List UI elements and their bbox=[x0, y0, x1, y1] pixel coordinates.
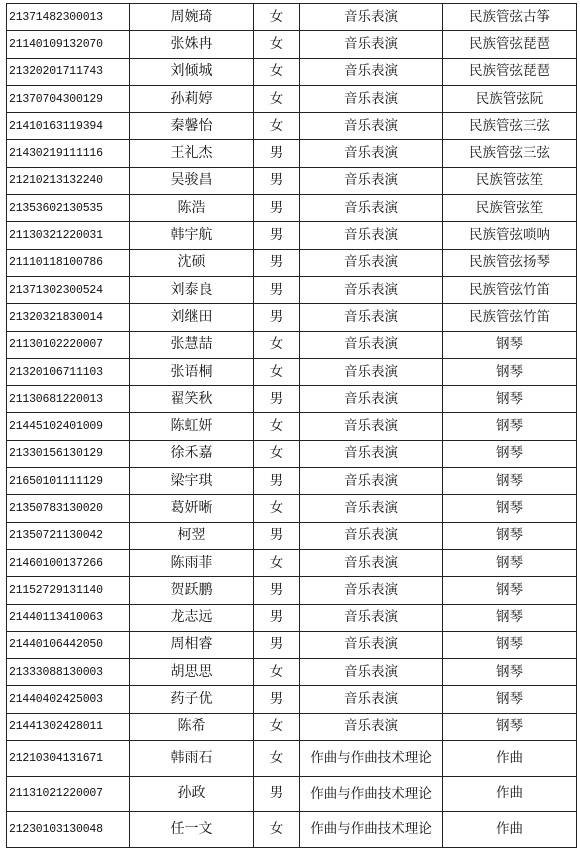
candidate-id-cell: 21320321830014 bbox=[7, 304, 130, 331]
major-cell: 音乐表演 bbox=[300, 631, 443, 658]
table-row bbox=[7, 58, 577, 85]
table-row bbox=[7, 85, 577, 112]
name-cell: 刘倾城 bbox=[130, 58, 254, 85]
candidate-id-cell: 21370704300129 bbox=[7, 85, 130, 112]
table-row bbox=[7, 413, 577, 440]
major-cell: 音乐表演 bbox=[300, 358, 443, 385]
candidate-id-cell: 21440106442050 bbox=[7, 631, 130, 658]
major-cell: 音乐表演 bbox=[300, 113, 443, 140]
gender-cell: 男 bbox=[254, 167, 300, 194]
track-cell: 钢琴 bbox=[443, 659, 577, 686]
name-cell: 贺跃鹏 bbox=[130, 577, 254, 604]
candidate-id-cell: 21140109132070 bbox=[7, 31, 130, 58]
table-row bbox=[7, 549, 577, 576]
track-cell: 钢琴 bbox=[443, 631, 577, 658]
track-cell: 作曲 bbox=[443, 776, 577, 812]
candidate-id-cell: 21130102220007 bbox=[7, 331, 130, 358]
name-cell: 吴骏昌 bbox=[130, 167, 254, 194]
track-cell: 民族管弦扬琴 bbox=[443, 249, 577, 276]
track-cell: 钢琴 bbox=[443, 549, 577, 576]
major-cell: 音乐表演 bbox=[300, 31, 443, 58]
track-cell: 钢琴 bbox=[443, 358, 577, 385]
candidate-id-cell: 21130681220013 bbox=[7, 386, 130, 413]
name-cell: 韩宇航 bbox=[130, 222, 254, 249]
gender-cell: 女 bbox=[254, 331, 300, 358]
name-cell: 孙莉婷 bbox=[130, 85, 254, 112]
name-cell: 张慧喆 bbox=[130, 331, 254, 358]
major-cell: 音乐表演 bbox=[300, 495, 443, 522]
candidate-id-cell: 21333088130003 bbox=[7, 659, 130, 686]
major-cell: 音乐表演 bbox=[300, 604, 443, 631]
candidate-id-cell: 21210304131671 bbox=[7, 741, 130, 777]
table-row bbox=[7, 276, 577, 303]
major-cell: 音乐表演 bbox=[300, 58, 443, 85]
gender-cell: 女 bbox=[254, 713, 300, 740]
gender-cell: 女 bbox=[254, 113, 300, 140]
table-row bbox=[7, 195, 577, 222]
gender-cell: 男 bbox=[254, 304, 300, 331]
track-cell: 钢琴 bbox=[443, 386, 577, 413]
candidate-id-cell: 21130321220031 bbox=[7, 222, 130, 249]
table-row bbox=[7, 4, 577, 31]
table-row bbox=[7, 440, 577, 467]
candidate-id-cell: 21441302428011 bbox=[7, 713, 130, 740]
name-cell: 翟笑秋 bbox=[130, 386, 254, 413]
major-cell: 音乐表演 bbox=[300, 85, 443, 112]
track-cell: 钢琴 bbox=[443, 713, 577, 740]
candidate-id-cell: 21230103130048 bbox=[7, 812, 130, 848]
name-cell: 张姝冉 bbox=[130, 31, 254, 58]
table-row bbox=[7, 113, 577, 140]
track-cell: 钢琴 bbox=[443, 331, 577, 358]
name-cell: 周相睿 bbox=[130, 631, 254, 658]
gender-cell: 男 bbox=[254, 276, 300, 303]
name-cell: 胡思思 bbox=[130, 659, 254, 686]
name-cell: 韩雨石 bbox=[130, 741, 254, 777]
track-cell: 钢琴 bbox=[443, 468, 577, 495]
candidate-id-cell: 21131021220007 bbox=[7, 776, 130, 812]
name-cell: 柯翌 bbox=[130, 522, 254, 549]
gender-cell: 男 bbox=[254, 522, 300, 549]
candidate-id-cell: 21350783130020 bbox=[7, 495, 130, 522]
major-cell: 作曲与作曲技术理论 bbox=[300, 812, 443, 848]
track-cell: 钢琴 bbox=[443, 686, 577, 713]
table-row bbox=[7, 468, 577, 495]
name-cell: 沈硕 bbox=[130, 249, 254, 276]
candidate-id-cell: 21440402425003 bbox=[7, 686, 130, 713]
table-row bbox=[7, 167, 577, 194]
name-cell: 刘继田 bbox=[130, 304, 254, 331]
name-cell: 梁宇琪 bbox=[130, 468, 254, 495]
table-row bbox=[7, 577, 577, 604]
track-cell: 民族管弦琵琶 bbox=[443, 58, 577, 85]
major-cell: 音乐表演 bbox=[300, 195, 443, 222]
major-cell: 音乐表演 bbox=[300, 331, 443, 358]
track-cell: 钢琴 bbox=[443, 495, 577, 522]
table-row bbox=[7, 304, 577, 331]
track-cell: 民族管弦笙 bbox=[443, 195, 577, 222]
table-row bbox=[7, 222, 577, 249]
major-cell: 音乐表演 bbox=[300, 713, 443, 740]
track-cell: 民族管弦竹笛 bbox=[443, 276, 577, 303]
major-cell: 音乐表演 bbox=[300, 167, 443, 194]
table-row bbox=[7, 812, 577, 848]
track-cell: 民族管弦竹笛 bbox=[443, 304, 577, 331]
gender-cell: 男 bbox=[254, 222, 300, 249]
major-cell: 音乐表演 bbox=[300, 4, 443, 31]
gender-cell: 男 bbox=[254, 577, 300, 604]
track-cell: 钢琴 bbox=[443, 604, 577, 631]
track-cell: 钢琴 bbox=[443, 577, 577, 604]
candidate-id-cell: 21152729131140 bbox=[7, 577, 130, 604]
name-cell: 龙志远 bbox=[130, 604, 254, 631]
gender-cell: 女 bbox=[254, 85, 300, 112]
admission-roster-table bbox=[6, 3, 577, 848]
candidate-id-cell: 21440113410063 bbox=[7, 604, 130, 631]
major-cell: 音乐表演 bbox=[300, 386, 443, 413]
candidate-id-cell: 21350721130042 bbox=[7, 522, 130, 549]
gender-cell: 女 bbox=[254, 440, 300, 467]
candidate-id-cell: 21410163119394 bbox=[7, 113, 130, 140]
track-cell: 钢琴 bbox=[443, 413, 577, 440]
gender-cell: 女 bbox=[254, 495, 300, 522]
gender-cell: 女 bbox=[254, 659, 300, 686]
candidate-id-cell: 21430219111116 bbox=[7, 140, 130, 167]
candidate-id-cell: 21320106711103 bbox=[7, 358, 130, 385]
gender-cell: 男 bbox=[254, 195, 300, 222]
major-cell: 音乐表演 bbox=[300, 577, 443, 604]
name-cell: 秦馨怡 bbox=[130, 113, 254, 140]
name-cell: 王礼杰 bbox=[130, 140, 254, 167]
table-row bbox=[7, 358, 577, 385]
major-cell: 音乐表演 bbox=[300, 522, 443, 549]
candidate-id-cell: 21371482300013 bbox=[7, 4, 130, 31]
major-cell: 音乐表演 bbox=[300, 140, 443, 167]
candidate-id-cell: 21210213132240 bbox=[7, 167, 130, 194]
gender-cell: 女 bbox=[254, 741, 300, 777]
table-row bbox=[7, 776, 577, 812]
name-cell: 张语桐 bbox=[130, 358, 254, 385]
gender-cell: 女 bbox=[254, 31, 300, 58]
gender-cell: 女 bbox=[254, 358, 300, 385]
name-cell: 孙政 bbox=[130, 776, 254, 812]
major-cell: 作曲与作曲技术理论 bbox=[300, 741, 443, 777]
name-cell: 葛妍晰 bbox=[130, 495, 254, 522]
track-cell: 钢琴 bbox=[443, 522, 577, 549]
track-cell: 作曲 bbox=[443, 741, 577, 777]
name-cell: 陈浩 bbox=[130, 195, 254, 222]
gender-cell: 女 bbox=[254, 58, 300, 85]
table-row bbox=[7, 495, 577, 522]
major-cell: 音乐表演 bbox=[300, 304, 443, 331]
name-cell: 药子优 bbox=[130, 686, 254, 713]
name-cell: 任一文 bbox=[130, 812, 254, 848]
gender-cell: 女 bbox=[254, 4, 300, 31]
candidate-id-cell: 21110118100786 bbox=[7, 249, 130, 276]
candidate-id-cell: 21353602130535 bbox=[7, 195, 130, 222]
major-cell: 音乐表演 bbox=[300, 249, 443, 276]
table-row bbox=[7, 249, 577, 276]
track-cell: 民族管弦阮 bbox=[443, 85, 577, 112]
gender-cell: 女 bbox=[254, 549, 300, 576]
major-cell: 音乐表演 bbox=[300, 222, 443, 249]
candidate-id-cell: 21650101111129 bbox=[7, 468, 130, 495]
table-row bbox=[7, 386, 577, 413]
table-row bbox=[7, 522, 577, 549]
table-row bbox=[7, 140, 577, 167]
major-cell: 音乐表演 bbox=[300, 549, 443, 576]
name-cell: 陈虹妍 bbox=[130, 413, 254, 440]
name-cell: 陈希 bbox=[130, 713, 254, 740]
track-cell: 钢琴 bbox=[443, 440, 577, 467]
name-cell: 陈雨菲 bbox=[130, 549, 254, 576]
major-cell: 音乐表演 bbox=[300, 276, 443, 303]
gender-cell: 男 bbox=[254, 686, 300, 713]
table-row bbox=[7, 631, 577, 658]
candidate-id-cell: 21320201711743 bbox=[7, 58, 130, 85]
candidate-id-cell: 21371302300524 bbox=[7, 276, 130, 303]
track-cell: 民族管弦三弦 bbox=[443, 140, 577, 167]
major-cell: 音乐表演 bbox=[300, 468, 443, 495]
table-row bbox=[7, 686, 577, 713]
track-cell: 民族管弦唢呐 bbox=[443, 222, 577, 249]
major-cell: 作曲与作曲技术理论 bbox=[300, 776, 443, 812]
candidate-id-cell: 21445102401009 bbox=[7, 413, 130, 440]
major-cell: 音乐表演 bbox=[300, 440, 443, 467]
table-row bbox=[7, 331, 577, 358]
gender-cell: 女 bbox=[254, 812, 300, 848]
table-row bbox=[7, 31, 577, 58]
name-cell: 周婉琦 bbox=[130, 4, 254, 31]
table-row bbox=[7, 713, 577, 740]
table-row bbox=[7, 741, 577, 777]
gender-cell: 男 bbox=[254, 386, 300, 413]
gender-cell: 男 bbox=[254, 140, 300, 167]
track-cell: 民族管弦琵琶 bbox=[443, 31, 577, 58]
track-cell: 作曲 bbox=[443, 812, 577, 848]
track-cell: 民族管弦笙 bbox=[443, 167, 577, 194]
name-cell: 刘泰良 bbox=[130, 276, 254, 303]
candidate-id-cell: 21330156130129 bbox=[7, 440, 130, 467]
gender-cell: 男 bbox=[254, 249, 300, 276]
candidate-id-cell: 21460100137266 bbox=[7, 549, 130, 576]
gender-cell: 男 bbox=[254, 776, 300, 812]
track-cell: 民族管弦古筝 bbox=[443, 4, 577, 31]
gender-cell: 男 bbox=[254, 468, 300, 495]
gender-cell: 男 bbox=[254, 604, 300, 631]
table-row bbox=[7, 659, 577, 686]
name-cell: 徐禾嘉 bbox=[130, 440, 254, 467]
gender-cell: 女 bbox=[254, 413, 300, 440]
major-cell: 音乐表演 bbox=[300, 659, 443, 686]
table-row bbox=[7, 604, 577, 631]
roster-body bbox=[7, 4, 577, 848]
track-cell: 民族管弦三弦 bbox=[443, 113, 577, 140]
major-cell: 音乐表演 bbox=[300, 686, 443, 713]
major-cell: 音乐表演 bbox=[300, 413, 443, 440]
gender-cell: 男 bbox=[254, 631, 300, 658]
